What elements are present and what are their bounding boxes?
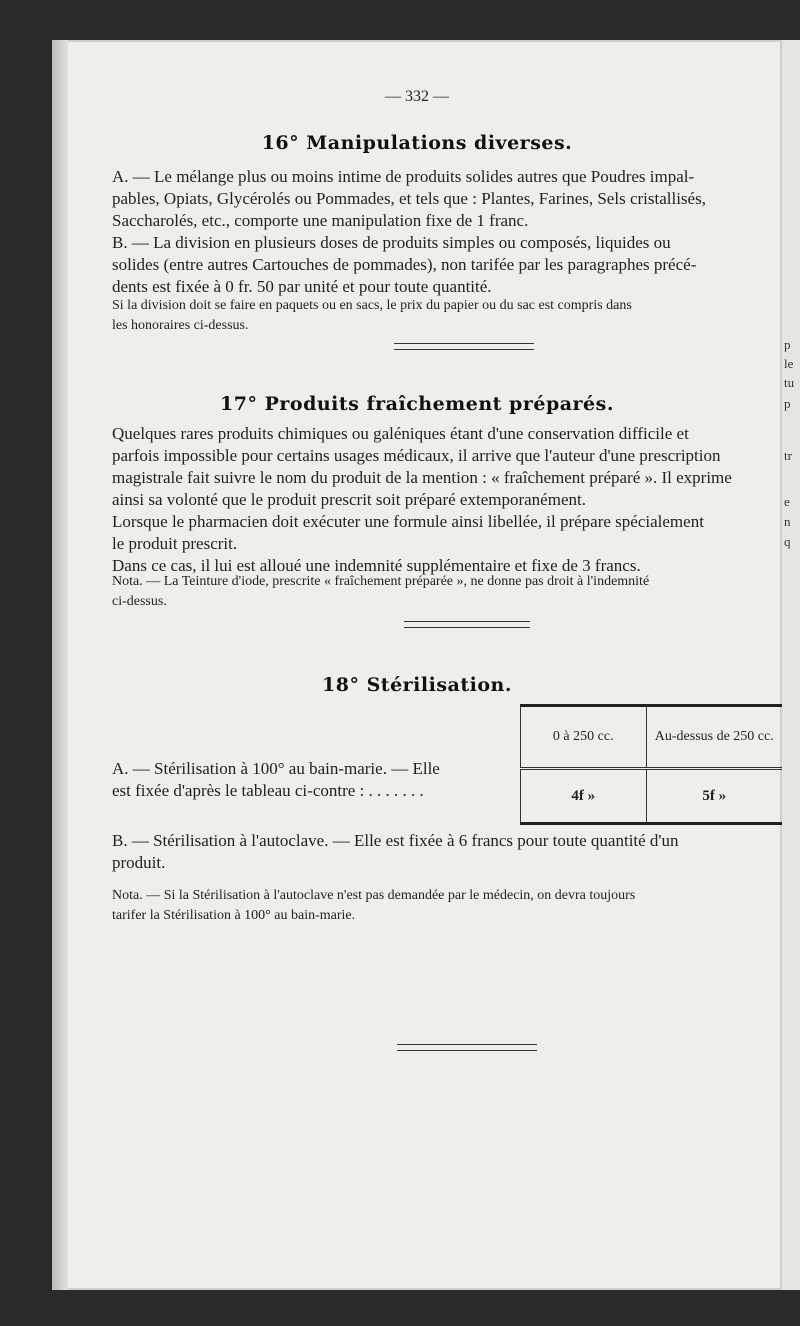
edge-text: tu: [784, 375, 795, 390]
text-line: magistrale fait suivre le nom du produit de la mention : « fraîchement préparé ». Il exprime: [112, 468, 732, 487]
document-page: [52, 40, 782, 1290]
text-line: pables, Opiats, Glycérolés ou Pommades, et tels que : Plantes, Farines, Sels cristallisés,: [112, 189, 706, 208]
text-line: les honoraires ci-dessus.: [112, 318, 249, 333]
edge-text: q: [784, 534, 791, 549]
text-line: le produit prescrit.: [112, 534, 238, 553]
section-17-title: 17° Produits fraîchement préparés.: [220, 393, 614, 415]
text-line: Saccharolés, etc., comporte une manipulation fixe de 1 franc.: [112, 211, 529, 230]
text-line: Dans ce cas, il lui est alloué une indemnité supplémentaire et fixe de 3 francs.: [112, 556, 641, 575]
edge-text: p: [784, 337, 791, 352]
table-header-cell: Au-dessus de 250 cc.: [646, 706, 782, 769]
table-value-cell: 4f »: [521, 769, 647, 824]
text-line: Quelques rares produits chimiques ou galéniques étant d'une conservation difficile et: [112, 424, 689, 443]
text-line: B. — Stérilisation à l'autoclave. — Elle est fixée à 6 francs pour toute quantité d'un: [112, 831, 679, 850]
section-divider: [397, 1044, 537, 1051]
text-line: dents est fixée à 0 fr. 50 par unité et pour toute quantité.: [112, 277, 492, 296]
section-16-title: 16° Manipulations diverses.: [261, 132, 573, 154]
table-header-cell: 0 à 250 cc.: [521, 706, 647, 769]
text-line: Nota. — La Teinture d'iode, prescrite « fraîchement préparée », ne donne pas droit à l'indemnité: [112, 574, 650, 589]
section-18-paragraph-a: [112, 758, 512, 802]
text-line: A. — Stérilisation à 100° au bain-marie. — Elle: [112, 759, 440, 778]
text-line: B. — La division en plusieurs doses de produits simples ou composés, liquides ou: [112, 233, 671, 252]
edge-text: le: [784, 356, 794, 371]
edge-text: tr: [784, 448, 792, 463]
edge-text: e: [784, 494, 790, 509]
text-line: Si la division doit se faire en paquets ou en sacs, le prix du papier ou du sac est compris dans: [112, 298, 632, 313]
section-17-paragraph-2: [112, 511, 782, 555]
section-16-note: [112, 296, 782, 336]
edge-text: p: [784, 396, 791, 411]
section-divider: [404, 621, 530, 628]
text-line: est fixée d'après le tableau ci-contre : . . . . . . .: [112, 781, 424, 800]
text-line: A. — Le mélange plus ou moins intime de produits solides autres que Poudres impal-: [112, 167, 695, 186]
section-18-paragraph-b: [112, 830, 782, 874]
text-line: ci-dessus.: [112, 594, 167, 609]
section-16-paragraph-b: [112, 232, 782, 298]
sterilisation-price-table: [520, 704, 782, 825]
page-number: — 332 —: [385, 88, 449, 105]
edge-text: n: [784, 514, 791, 529]
text-line: produit.: [112, 853, 166, 872]
section-17-paragraph-1: [112, 423, 782, 511]
section-18-title: 18° Stérilisation.: [322, 674, 512, 696]
adjacent-page-edge: [782, 40, 800, 1290]
text-line: parfois impossible pour certains usages médicaux, il arrive que l'auteur d'une prescription: [112, 446, 721, 465]
text-line: tarifer la Stérilisation à 100° au bain-marie.: [112, 908, 356, 923]
text-line: Lorsque le pharmacien doit exécuter une formule ainsi libellée, il prépare spécialement: [112, 512, 704, 531]
text-line: Nota. — Si la Stérilisation à l'autoclave n'est pas demandée par le médecin, on devra toujours: [112, 888, 636, 903]
section-17-note: [112, 572, 782, 612]
page-gutter: [52, 40, 68, 1290]
text-line: ainsi sa volonté que le produit prescrit soit préparé extemporanément.: [112, 490, 586, 509]
text-line: solides (entre autres Cartouches de pommades), non tarifée par les paragraphes précé-: [112, 255, 697, 274]
section-16-paragraph-a: [112, 166, 782, 232]
table-value-cell: 5f »: [646, 769, 782, 824]
section-18-note: [112, 886, 782, 926]
section-divider: [394, 343, 534, 350]
